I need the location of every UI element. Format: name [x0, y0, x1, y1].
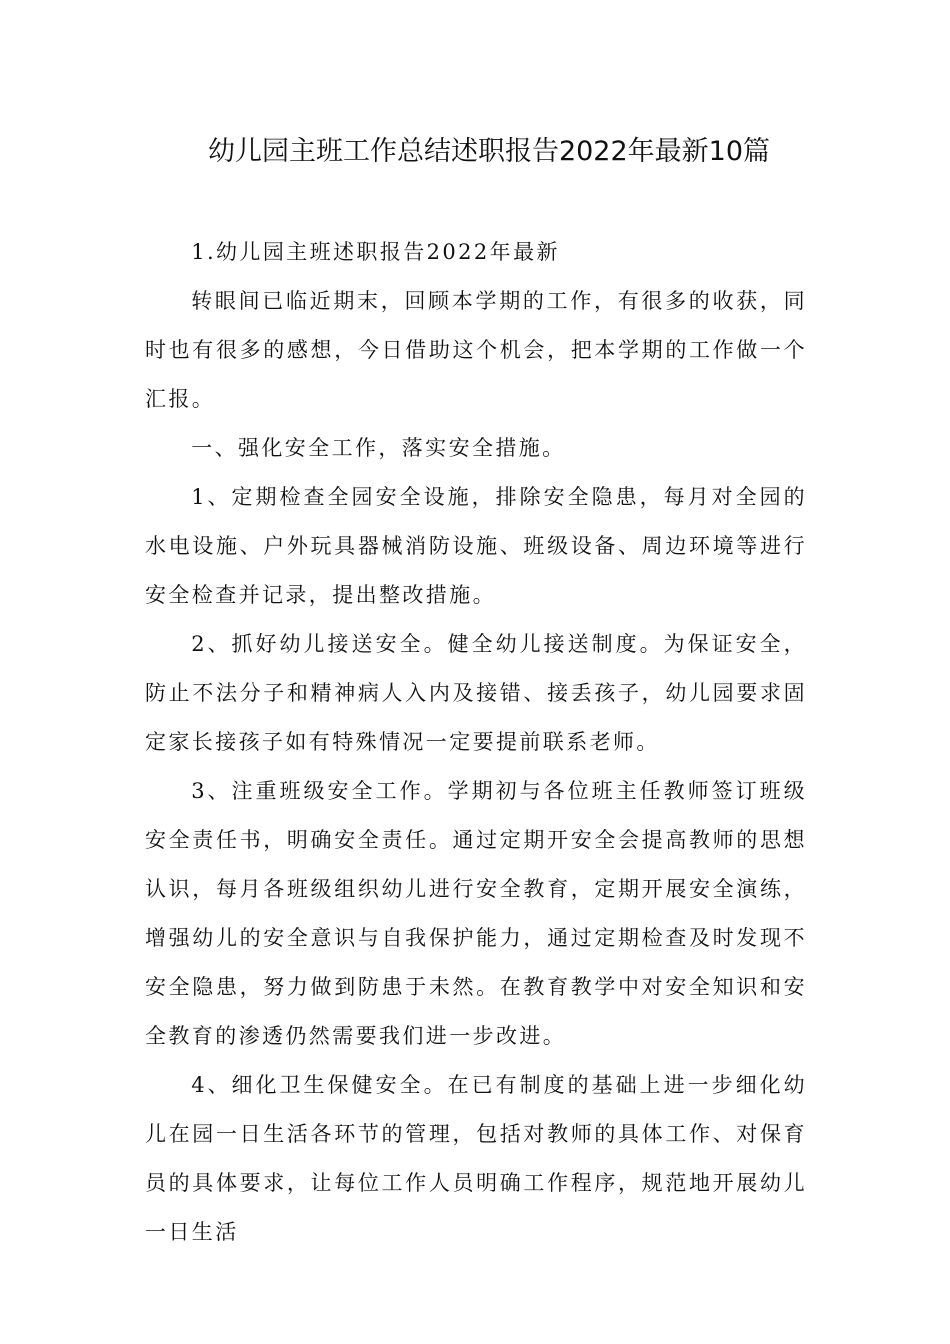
section-heading: 1.幼儿园主班述职报告2022年最新	[191, 240, 560, 264]
paragraph: 1、定期检查全园安全设施，排除安全隐患，每月对全园的水电设施、户外玩具器械消防设施、班级设备、周边环境等进行安全检查并记录，提出整改措施。	[145, 485, 807, 607]
paragraph: 转眼间已临近期末，回顾本学期的工作，有很多的收获，同时也有很多的感想，今日借助这个机会，把本学期的工作做一个汇报。	[145, 289, 807, 411]
document-title: 幼儿园主班工作总结述职报告2022年最新10篇	[207, 136, 771, 167]
section-heading: 一、强化安全工作，落实安全措施。	[191, 436, 566, 460]
document-body	[145, 228, 807, 1257]
paragraph: 2、抓好幼儿接送安全。健全幼儿接送制度。为保证安全，防止不法分子和精神病人入内及接错、接丢孩子，幼儿园要求固定家长接孩子如有特殊情况一定要提前联系老师。	[145, 632, 807, 754]
paragraph: 4、细化卫生保健安全。在已有制度的基础上进一步细化幼儿在园一日生活各环节的管理，包括对教师的具体工作、对保育员的具体要求，让每位工作人员明确工作程序，规范地开展幼儿一日生活	[145, 1073, 807, 1244]
paragraph: 3、注重班级安全工作。学期初与各位班主任教师签订班级安全责任书，明确安全责任。通过定期开安全会提高教师的思想认识，每月各班级组织幼儿进行安全教育，定期开展安全演练，增强幼儿的安全意识与自我保护能力，通过定期检查及时发现不安全隐患，努力做到防患于未然。在教育教学中对安全知识和安全教育的渗透仍然需要我们进一步改进。	[145, 779, 807, 1048]
